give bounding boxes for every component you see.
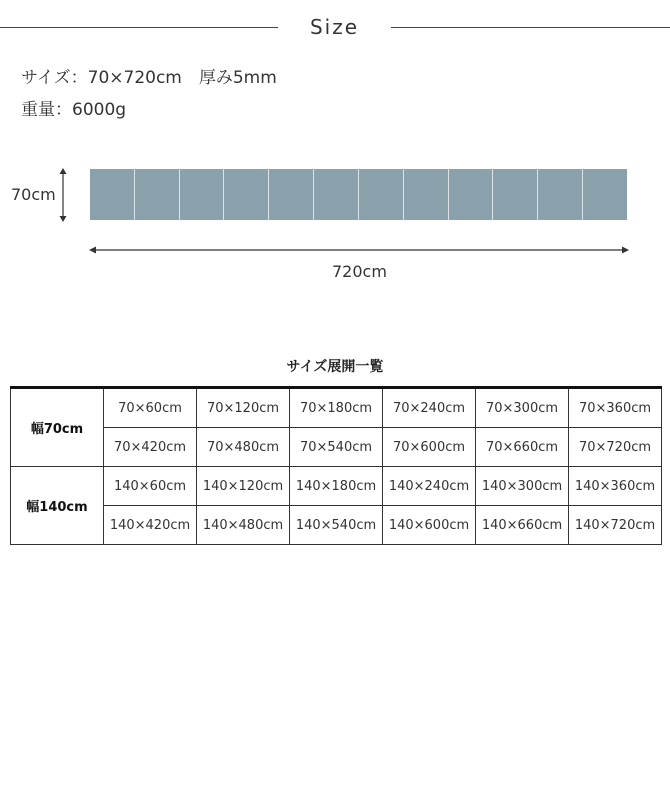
mat-panel — [449, 169, 494, 220]
size-cell: 140×660cm — [476, 506, 569, 545]
size-cell: 140×60cm — [104, 467, 197, 506]
size-table-title: サイズ展開一覧 — [286, 359, 384, 375]
table-row — [11, 428, 662, 467]
size-cell: 70×360cm — [569, 388, 662, 428]
mat-panel — [269, 169, 314, 220]
size-cell: 70×540cm — [290, 428, 383, 467]
mat-panel — [493, 169, 538, 220]
size-cell: 140×240cm — [383, 467, 476, 506]
mat-panel — [404, 169, 449, 220]
section-header — [0, 0, 670, 56]
size-cell: 140×480cm — [197, 506, 290, 545]
header-rule-right — [391, 27, 670, 28]
size-cell: 70×660cm — [476, 428, 569, 467]
size-cell: 70×420cm — [104, 428, 197, 467]
size-cell: 70×60cm — [104, 388, 197, 428]
size-spec: サイズ：70×720cm 厚み5mm — [21, 68, 277, 88]
table-row — [11, 506, 662, 545]
height-dimension-label: 70cm — [11, 185, 56, 204]
section-title: Size — [309, 15, 360, 39]
size-cell: 140×720cm — [569, 506, 662, 545]
size-cell: 140×360cm — [569, 467, 662, 506]
weight-spec: 重量：6000g — [21, 100, 127, 120]
mat-panel — [359, 169, 404, 220]
size-cell: 70×240cm — [383, 388, 476, 428]
height-arrow-icon — [58, 168, 68, 222]
size-cell: 70×180cm — [290, 388, 383, 428]
size-cell: 140×600cm — [383, 506, 476, 545]
size-cell: 70×480cm — [197, 428, 290, 467]
mat-panel — [224, 169, 269, 220]
mat-diagram — [90, 169, 627, 220]
table-row — [11, 467, 662, 506]
size-cell: 140×420cm — [104, 506, 197, 545]
mat-panel — [90, 169, 135, 220]
size-cell: 70×120cm — [197, 388, 290, 428]
table-row — [11, 388, 662, 428]
mat-panel — [583, 169, 627, 220]
mat-panel — [314, 169, 359, 220]
width-dimension-label: 720cm — [332, 262, 387, 281]
size-cell: 140×540cm — [290, 506, 383, 545]
row-header-width-70: 幅70cm — [11, 388, 104, 467]
size-table — [10, 386, 662, 545]
mat-panel — [135, 169, 180, 220]
size-cell: 140×300cm — [476, 467, 569, 506]
size-cell: 70×600cm — [383, 428, 476, 467]
mat-panel — [538, 169, 583, 220]
size-cell: 140×180cm — [290, 467, 383, 506]
mat-panel — [180, 169, 225, 220]
row-header-width-140: 幅140cm — [11, 467, 104, 545]
size-cell: 140×120cm — [197, 467, 290, 506]
header-rule-left — [0, 27, 278, 28]
width-arrow-icon — [89, 245, 629, 255]
size-cell: 70×720cm — [569, 428, 662, 467]
size-cell: 70×300cm — [476, 388, 569, 428]
